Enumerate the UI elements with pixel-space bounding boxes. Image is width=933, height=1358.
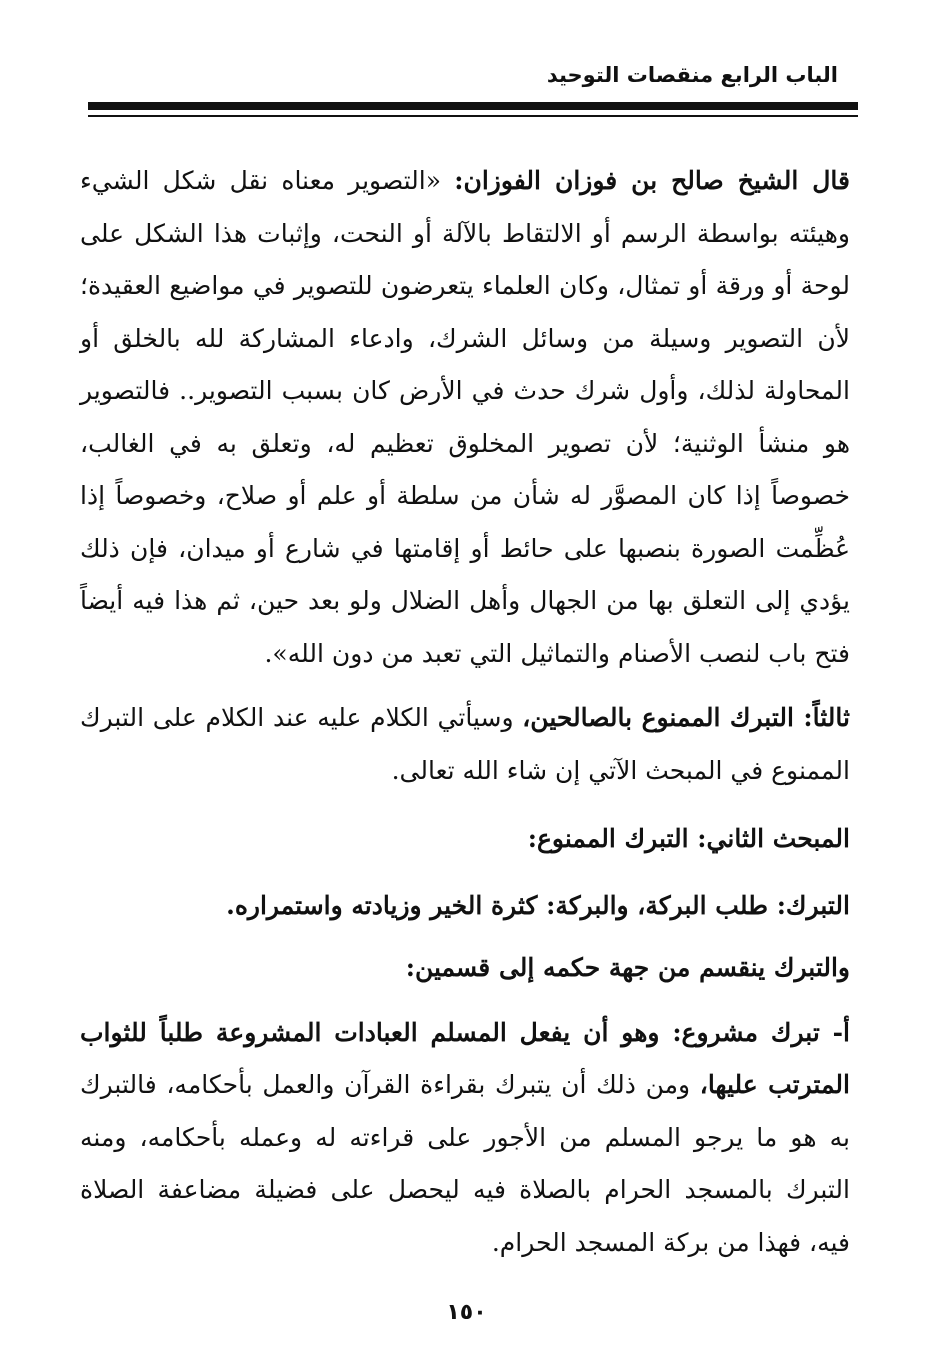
paragraph-division: والتبرك ينقسم من جهة حكمه إلى قسمين: bbox=[405, 953, 850, 982]
type-a-lead: أ- تبرك مشروع: وهو أن يفعل المسلم العبادات المشروعة طلباً للثواب المترتب عليها، bbox=[80, 1017, 850, 1099]
third-text: وسيأتي الكلام عليه عند الكلام على التبرك الممنوع في المبحث الآتي إن شاء الله تعالى. bbox=[80, 703, 850, 785]
header-rule-thin bbox=[88, 115, 858, 117]
paragraph-third bbox=[80, 692, 850, 797]
running-header: الباب الرابع منقصات التوحيد bbox=[546, 63, 838, 87]
body-text bbox=[80, 155, 850, 1269]
page-number: ١٥٠ bbox=[446, 1300, 487, 1325]
header-rule-thick bbox=[88, 102, 858, 110]
quote-lead: قال الشيخ صالح بن فوزان الفوزان: bbox=[454, 166, 850, 195]
section-heading: المبحث الثاني: التبرك الممنوع: bbox=[527, 824, 850, 853]
quote-text: «التصوير معناه نقل شكل الشيء وهيئته بواسطة الرسم أو الالتقاط بالآلة أو النحت، وإثبات هذا الشكل على لوحة أو ورقة أو تمثال، وكان العلماء يتعرضون للتصوير في مواضيع العقيدة؛ لأن التصوير وسيلة من وسائل الشرك، وادعاء المشاركة لله بالخلق أو المحاولة لذلك، وأول شرك حدث في الأرض كان بسبب التصوير.. فالتصوير هو منشأ الوثنية؛ لأن تصوير المخلوق تعظيم له، وتعلق به في الغالب، خصوصاً إذا كان المصوَّر له شأن من سلطة أو علم أو صلاح، وخصوصاً إذا عُظِّمت الصورة بنصبها على حائط أو إقامتها في شارع أو ميدان، فإن ذلك يؤدي إلى التعلق بها من الجهال وأهل الضلال ولو بعد حين، ثم هذا فيه أيضاً فتح باب لنصب الأصنام والتماثيل التي تعبد من دون الله». bbox=[80, 166, 850, 668]
paragraph-type-a bbox=[80, 1007, 850, 1270]
third-lead: ثالثاً: التبرك الممنوع بالصالحين، bbox=[522, 703, 850, 732]
type-a-text: ومن ذلك أن يتبرك بقراءة القرآن والعمل بأحكامه، فالتبرك به هو ما يرجو المسلم من الأجور على قراءته له وعمله بأحكامه، ومنه التبرك بالمسجد الحرام بالصلاة فيه ليحصل على فضيلة مضاعفة الصلاة فيه، فهذا من بركة المسجد الحرام. bbox=[80, 1070, 850, 1257]
paragraph-definition: التبرك: طلب البركة، والبركة: كثرة الخير وزيادته واستمراره. bbox=[226, 890, 850, 920]
paragraph-quote bbox=[80, 155, 850, 680]
